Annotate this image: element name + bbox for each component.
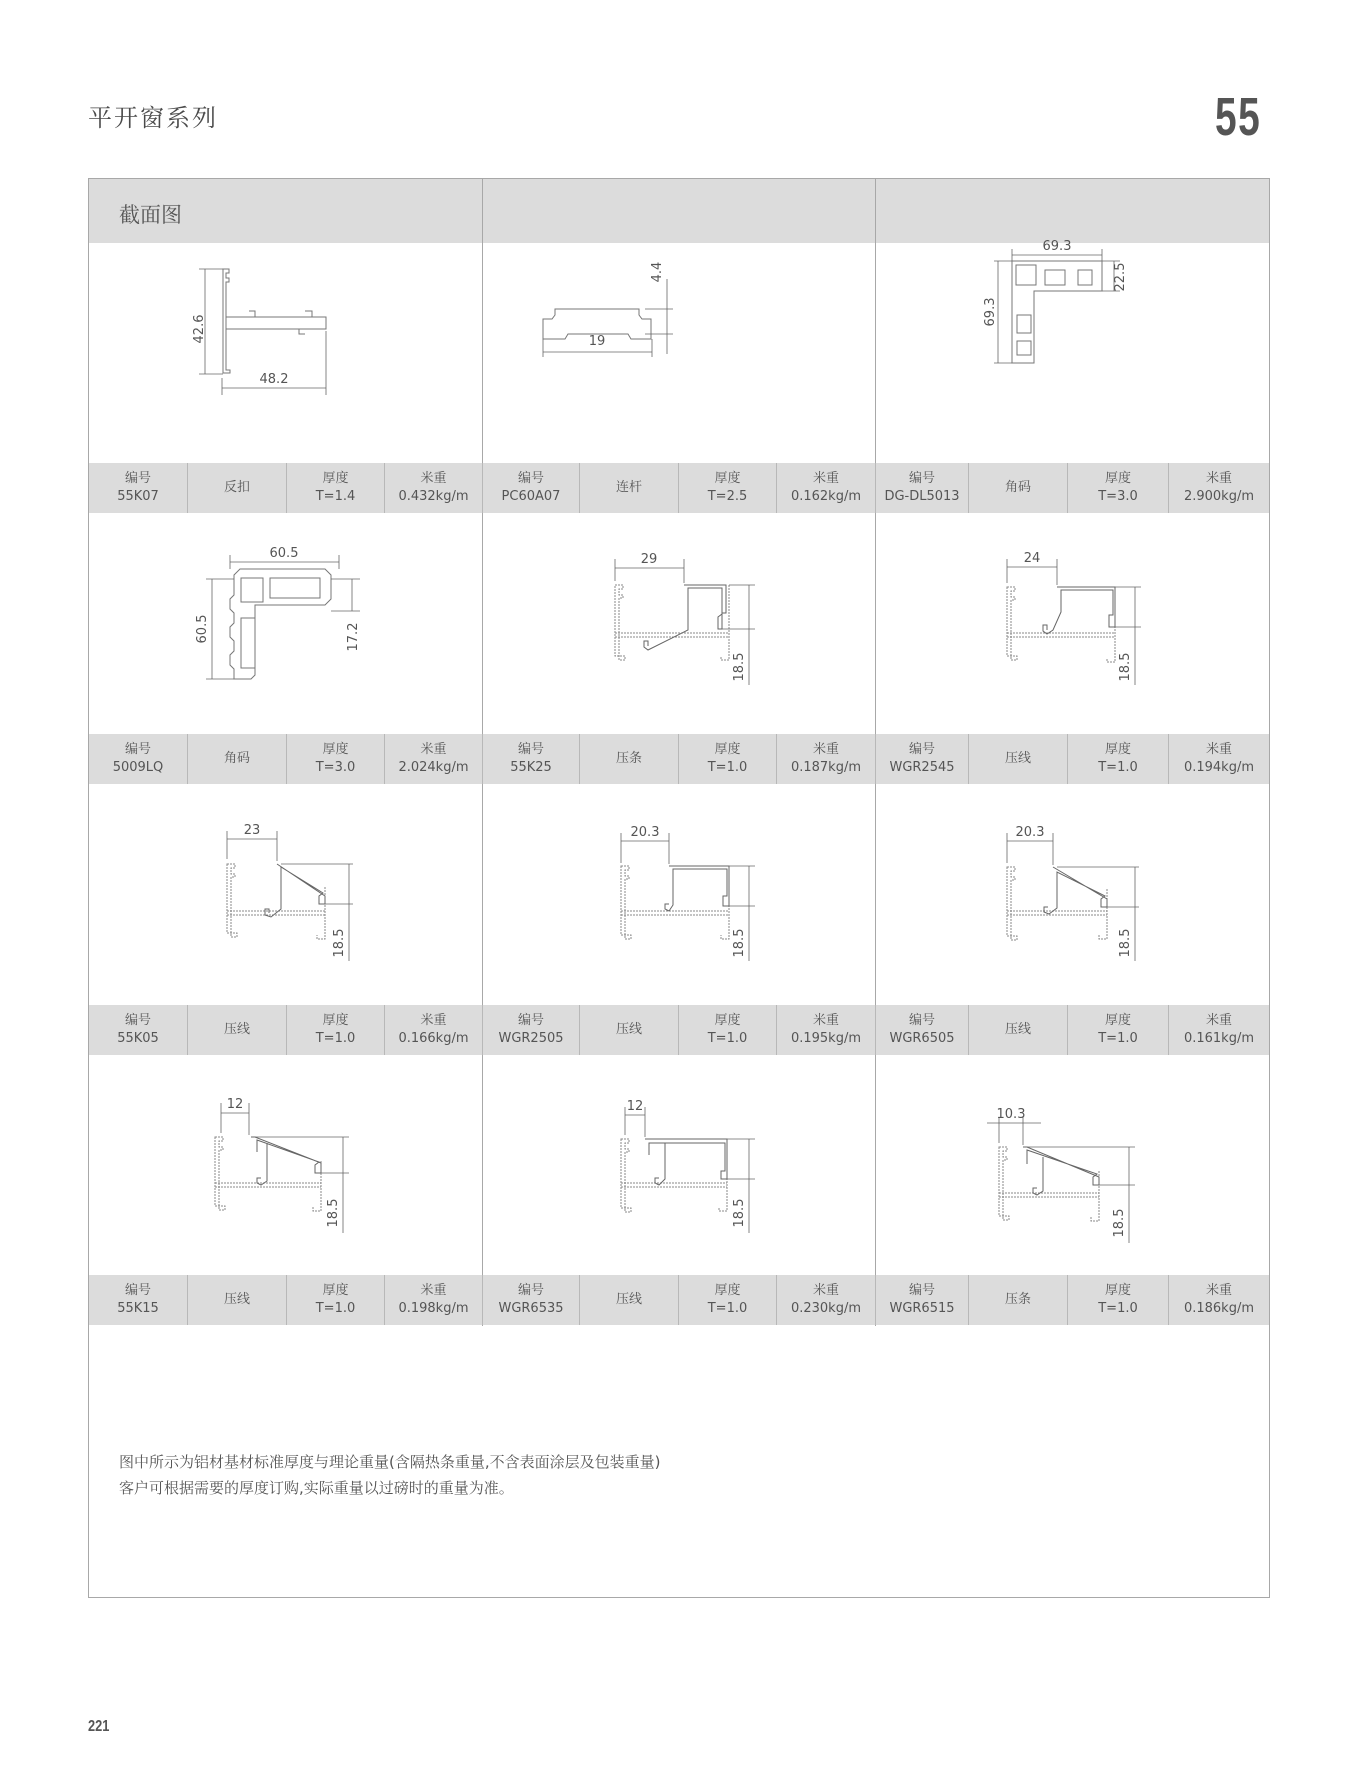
thickness-cell: 厚度 T=1.4 (287, 463, 385, 513)
thickness-cell: 厚度 T=1.0 (1068, 734, 1169, 784)
name-cell: 压线 (580, 1275, 679, 1325)
dim-label: 18.5 (1118, 652, 1133, 682)
name-cell: 压线 (969, 734, 1068, 784)
name-cell: 压条 (969, 1275, 1068, 1325)
name-cell: 压线 (580, 1005, 679, 1055)
code-cell: 编号 DG-DL5013 (876, 463, 969, 513)
info-row (89, 463, 1269, 513)
thickness-cell: 厚度 T=1.0 (287, 1275, 385, 1325)
weight-cell: 米重 0.432kg/m (385, 463, 483, 513)
weight-cell: 米重 2.900kg/m (1183, 471, 1255, 504)
name-cell: 压线 (188, 1005, 287, 1055)
thickness-cell: 厚度 T=3.0 (1068, 463, 1169, 513)
dim-label: 19 (588, 334, 606, 349)
info-row (89, 1005, 1269, 1055)
weight-cell: 米重 0.195kg/m (777, 1005, 876, 1055)
code-cell: 编号 WGR2545 (876, 734, 969, 784)
name-cell: 角码 (188, 734, 287, 784)
info-row (89, 1275, 1269, 1325)
name-cell: 压条 (580, 734, 679, 784)
table-header (89, 179, 1269, 243)
page-number: 221 (88, 1718, 110, 1735)
dim-label: 42.6 (192, 314, 207, 344)
thickness-cell: 厚度 T=2.5 (679, 463, 777, 513)
dim-label: 69.3 (983, 297, 998, 327)
dim-label: 18.5 (326, 1198, 341, 1228)
profile-table (88, 178, 1270, 1598)
thickness-cell: 厚度 T=3.0 (287, 734, 385, 784)
name-cell: 连杆 (580, 463, 679, 513)
thickness-cell: 厚度 T=1.0 (679, 1275, 777, 1325)
code-cell: 编号 WGR6515 (876, 1275, 969, 1325)
thickness-cell: 厚度 T=1.0 (1068, 1005, 1169, 1055)
dim-label: 18.5 (732, 1198, 747, 1228)
weight-cell: 米重 0.230kg/m (777, 1275, 876, 1325)
weight-cell: 米重 2.024kg/m (385, 734, 483, 784)
series-number: 55 (1215, 87, 1262, 147)
code-cell: 编号 WGR6535 (483, 1275, 580, 1325)
weight-cell: 米重 0.198kg/m (385, 1275, 483, 1325)
dim-label: 69.3 (1042, 239, 1072, 254)
note-line: 客户可根据需要的厚度订购,实际重量以过磅时的重量为准。 (119, 1479, 514, 1497)
dim-label: 17.2 (346, 622, 361, 652)
dim-label: 18.5 (1118, 928, 1133, 958)
dim-label: 60.5 (269, 546, 299, 561)
dim-label: 20.3 (1015, 825, 1045, 840)
dim-label: 18.5 (332, 928, 347, 958)
name-cell: 压线 (969, 1005, 1068, 1055)
code-cell: 编号 55K25 (483, 734, 580, 784)
thickness-cell: 厚度 T=1.0 (287, 1005, 385, 1055)
name-cell: 角码 (969, 463, 1068, 513)
dim-label: 48.2 (259, 372, 289, 387)
weight-cell: 米重 0.187kg/m (777, 734, 876, 784)
dim-label: 18.5 (732, 652, 747, 682)
info-row (89, 734, 1269, 784)
series-title: 平开窗系列 (88, 104, 218, 132)
note-line: 图中所示为铝材基材标准厚度与理论重量(含隔热条重量,不含表面涂层及包装重量) (119, 1453, 661, 1471)
thickness-cell: 厚度 T=1.0 (679, 1005, 777, 1055)
code-cell: 编号 55K07 (89, 463, 188, 513)
dim-label: 23 (243, 823, 261, 838)
dim-label: 10.3 (996, 1107, 1026, 1122)
weight-cell: 米重 0.166kg/m (385, 1005, 483, 1055)
dim-label: 12 (226, 1097, 244, 1112)
thickness-cell: 厚度 T=1.0 (679, 734, 777, 784)
weight-cell: 米重 0.161kg/m (1183, 1013, 1255, 1046)
dim-label: 12 (626, 1099, 644, 1114)
dim-label: 4.4 (650, 261, 665, 283)
thickness-cell: 厚度 T=1.0 (1068, 1275, 1169, 1325)
code-cell: 编号 WGR2505 (483, 1005, 580, 1055)
dim-label: 60.5 (195, 614, 210, 644)
dim-label: 24 (1023, 551, 1041, 566)
code-cell: 编号 5009LQ (89, 734, 188, 784)
weight-cell: 米重 0.186kg/m (1183, 1283, 1255, 1316)
code-cell: 编号 PC60A07 (483, 463, 580, 513)
dim-label: 20.3 (630, 825, 660, 840)
code-cell: 编号 55K15 (89, 1275, 188, 1325)
section-label: 截面图 (119, 203, 182, 227)
dim-label: 18.5 (1112, 1208, 1127, 1238)
notes (119, 1449, 660, 1501)
name-cell: 压线 (188, 1275, 287, 1325)
dim-label: 29 (640, 552, 658, 567)
dim-label: 22.5 (1113, 262, 1128, 292)
name-cell: 反扣 (188, 463, 287, 513)
code-cell: 编号 WGR6505 (876, 1005, 969, 1055)
weight-cell: 米重 0.162kg/m (777, 463, 876, 513)
code-cell: 编号 55K05 (89, 1005, 188, 1055)
weight-cell: 米重 0.194kg/m (1183, 742, 1255, 775)
dim-label: 18.5 (732, 928, 747, 958)
